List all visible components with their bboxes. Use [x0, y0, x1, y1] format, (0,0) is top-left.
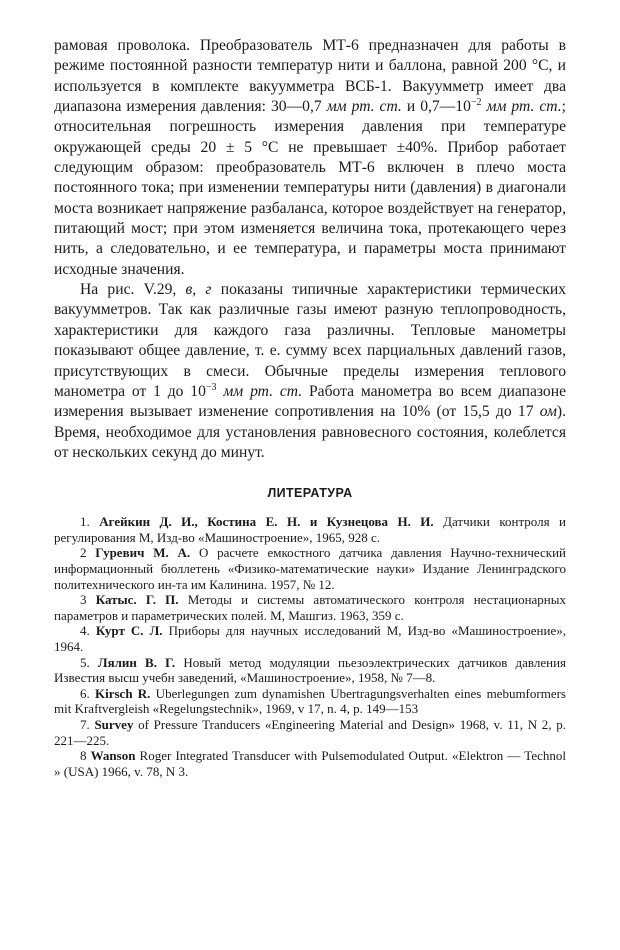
- exponent: −2: [470, 97, 482, 109]
- unit-mm-hg: мм рт. ст.: [326, 98, 402, 116]
- ref-text: of Pressure Tranducers «Engineering Material and Design» 1968, v. 11, N 2, p. 221—225.: [54, 716, 566, 748]
- ref-text: Новый метод модуляции пьезоэлектрических датчиков давления Известия высш учебн заведений, «Машиностроение», 1958, № 7—8.: [54, 654, 567, 686]
- exponent: −3: [205, 381, 217, 393]
- text-run: и 0,7—10: [401, 98, 471, 116]
- text-run: рамовая проволока. Преобразователь МТ-6 предназначен для работы в режиме постоянной разности температур нити и баллона, равной 200 °С, и используется в комплекте вакуумметра ВСБ-1. Вакуумметр имеет два диапазона измерения давления: 30—0,7: [54, 37, 566, 116]
- ref-authors: Лялин В. Г.: [97, 654, 176, 670]
- ref-text: Методы и системы автоматического контроля нестационарных параметров и параметрических полей. М, Машгиз. 1963, 359 с.: [54, 592, 566, 623]
- reference-item: [54, 623, 566, 654]
- references-heading: ЛИТЕРАТУРА: [267, 486, 353, 501]
- ref-authors: Гуревич М. А.: [95, 545, 191, 561]
- reference-item: [54, 717, 566, 748]
- ref-number: 3: [80, 592, 96, 608]
- ref-text: Приборы для научных исследований М, Изд-во «Машиностроение», 1964.: [54, 623, 566, 654]
- ref-authors: Курт С. Л.: [95, 623, 163, 639]
- ref-authors: Катыс. Г. П.: [95, 592, 179, 608]
- unit-mm-hg: мм рт. ст.: [216, 382, 303, 400]
- ref-number: 2: [80, 545, 96, 561]
- ref-number: 6.: [80, 685, 95, 701]
- reference-item: [54, 655, 566, 686]
- ref-authors: Агейкин Д. И., Костина Е. Н. и Кузнецова Н. И.: [99, 514, 434, 530]
- ref-number: 8: [80, 748, 91, 764]
- ref-text: Uberlegungen zum dynamishen Ubertragungsverhalten eines mebumformers mit Kraftvergleish «Regelungstechnik», 1969, v 17, n. 4, p. 149—153: [54, 685, 566, 717]
- ref-authors: Wanson: [90, 748, 136, 764]
- ref-number: 5.: [80, 654, 98, 670]
- ref-authors: Survey: [94, 716, 134, 732]
- figure-panel-ref: в, г: [185, 281, 212, 299]
- reference-item: [54, 686, 566, 717]
- text-run: ; относительная погрешность измерения давления при температуре окружающей среды 20 ± 5 °С не превышает ±40%. Прибор работает следующим образом: преобразователь МТ-6 включен в плечо моста постоянного тока; при изменении температуры нити (давления) в диагонали моста возникает напряжение разбаланса, которое воздействует на генератор, питающий мост; при этом изменяется величина тока, протекающего через нить, а следовательно, и ее температура, и параметры моста принимают исходные значения.: [54, 98, 567, 278]
- reference-item: [54, 545, 566, 592]
- unit-mm-hg: мм рт. ст.: [481, 98, 562, 116]
- text-run: Работа манометра во всем диапазоне измерения вызывает изменение сопротивления на 10% (от 15,5 до 17: [54, 382, 566, 421]
- ref-text: Датчики контроля и регулирования М, Изд-во «Машиностроение», 1965, 928 с.: [54, 514, 566, 545]
- ref-number: 7.: [80, 716, 95, 732]
- ref-authors: Kirsch R.: [95, 685, 151, 701]
- book-page: [54, 36, 566, 779]
- unit-ohm: ом: [539, 403, 557, 421]
- text-run: показаны типичные характеристики термических вакуумметров. Так как различные газы имеют разную теплопроводность, характеристики для каждого газа различны. Тепловые манометры показывают общее давление, т. е. сумму всех парциальных давлений газов, присутствующих в смеси. Обычные пределы измерения теплового манометра от 1 до 10: [54, 281, 567, 400]
- text-run: ). Время, необходимое для установления равновесного состояния, колеблется от нескольких секунд до минут.: [54, 403, 566, 461]
- reference-item: [54, 514, 566, 545]
- ref-text: О расчете емкостного датчика давления Научно-технический информационный бюллетень «Физико-математические науки» Издание Ленинградского политехнического ин-та им Калинина. 1957, № 12.: [54, 545, 567, 592]
- text-run: На рис. V.29,: [80, 281, 186, 299]
- body-paragraph-1: [54, 36, 566, 280]
- ref-number: 4.: [80, 623, 96, 639]
- reference-item: [54, 592, 566, 623]
- ref-number: 1.: [80, 514, 100, 530]
- reference-item: [54, 748, 566, 779]
- reference-list: [54, 514, 566, 779]
- ref-text: Roger Integrated Transducer with Pulsemodulated Output. «Elektron — Technol » (USA) 1966, v. 78, N 3.: [54, 748, 566, 779]
- body-paragraph-2: [54, 280, 566, 463]
